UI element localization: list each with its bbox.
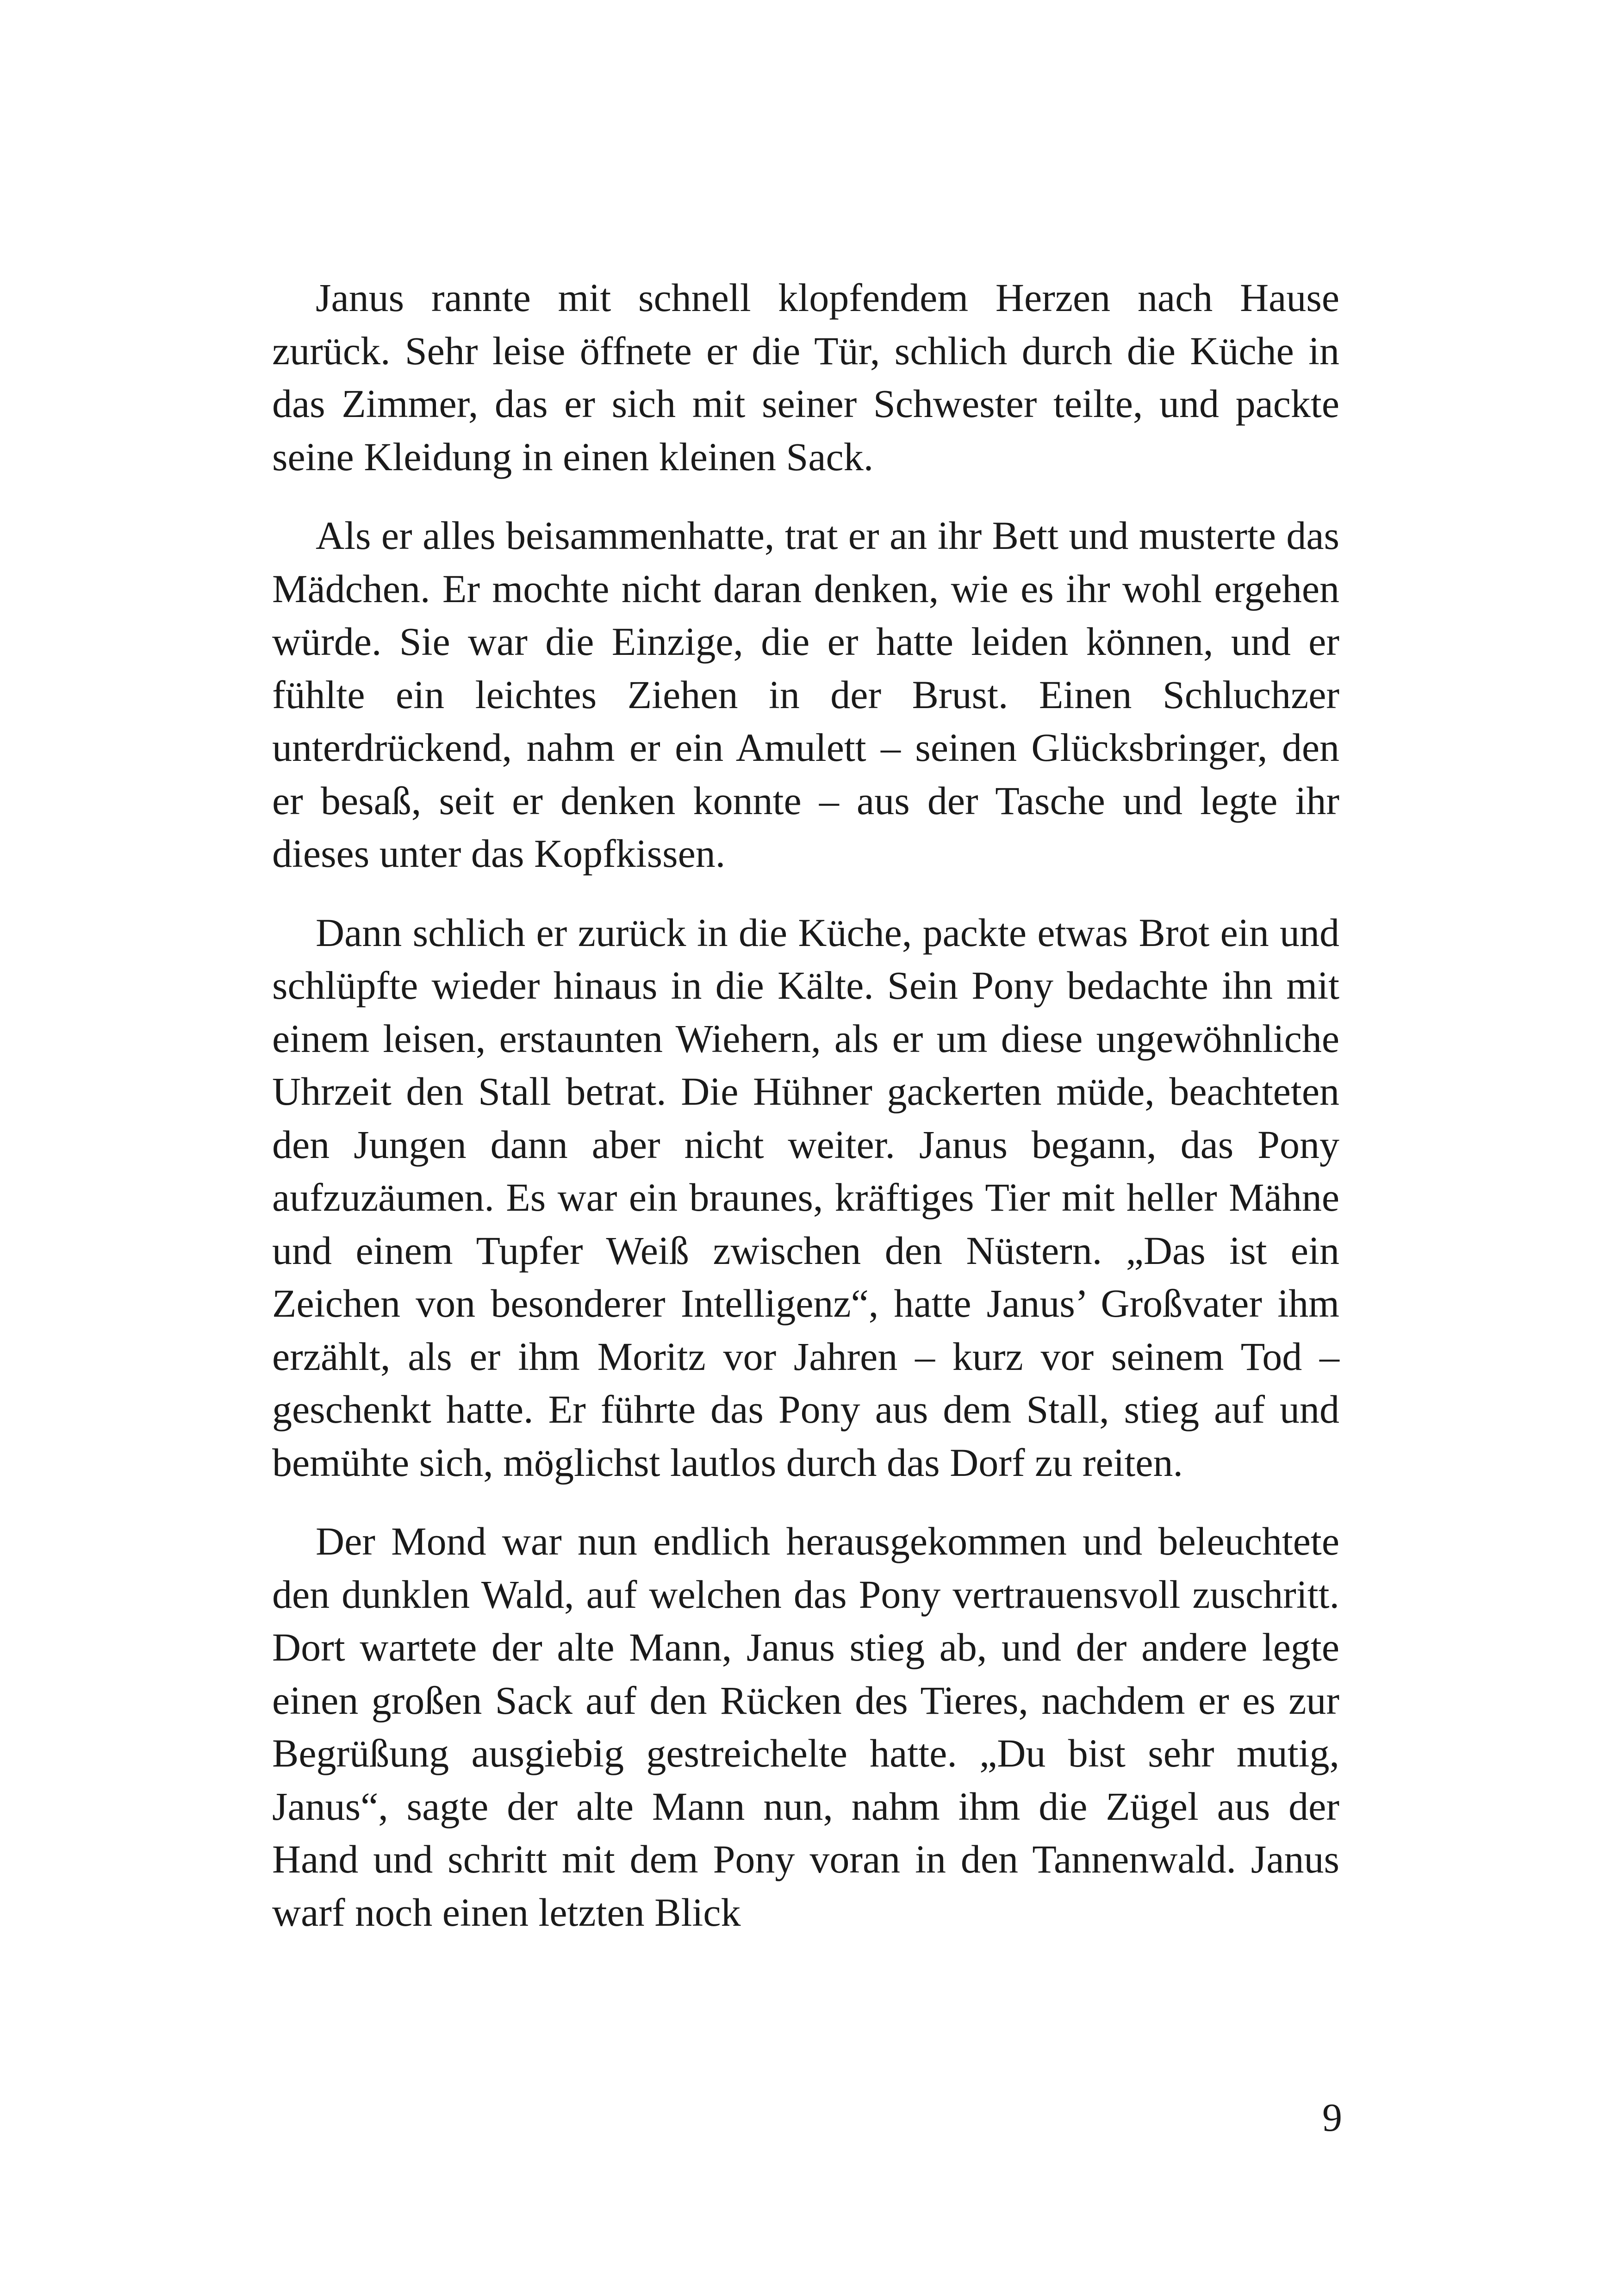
paragraph-2: Als er alles beisammenhatte, trat er an ihr Bett und musterte das Mädchen. Er mochte nicht daran denken, wie es ihr wohl ergehen würde. Sie war die Einzige, die er hatte leiden können, und er fühlte ein leichtes Ziehen in der Brust. Einen Schluchzer unterdrückend, nahm er ein Amulett – seinen Glücksbringer, den er besaß, seit er denken konnte – aus der Tasche und legte ihr dieses unter das Kopfkissen. bbox=[272, 513, 1339, 876]
page-number: 9 bbox=[1322, 2095, 1342, 2140]
body-text bbox=[272, 271, 1339, 1939]
paragraph-1: Janus rannte mit schnell klopfendem Herzen nach Hause zurück. Sehr leise öffnete er die Tür, schlich durch die Küche in das Zimmer, das er sich mit seiner Schwester teilte, und packte seine Kleidung in einen kleinen Sack. bbox=[272, 275, 1339, 479]
paragraph-4: Der Mond war nun endlich herausgekommen und beleuchtete den dunklen Wald, auf welchen das Pony vertrauensvoll zuschritt. Dort wartete der alte Mann, Janus stieg ab, und der andere legte einen großen Sack auf den Rücken des Tieres, nachdem er es zur Begrüßung ausgiebig gestreichelte hatte. „Du bist sehr mutig, Janus“, sagte der alte Mann nun, nahm ihm die Zügel aus der Hand und schritt mit dem Pony voran in den Tannenwald. Janus warf noch einen letzten Blick bbox=[272, 1519, 1339, 1935]
paragraph-3: Dann schlich er zurück in die Küche, packte etwas Brot ein und schlüpfte wieder hinaus in die Kälte. Sein Pony bedachte ihn mit einem leisen, erstaunten Wiehern, als er um diese ungewöhnliche Uhrzeit den Stall betrat. Die Hühner gackerten müde, beachteten den Jungen dann aber nicht weiter. Janus begann, das Pony aufzuzäumen. Es war ein braunes, kräftiges Tier mit heller Mähne und einem Tupfer Weiß zwischen den Nüstern. „Das ist ein Zeichen von besonderer Intelligenz“, hatte Janus’ Großvater ihm erzählt, als er ihm Moritz vor Jahren – kurz vor seinem Tod – geschenkt hatte. Er führte das Pony aus dem Stall, stieg auf und bemühte sich, möglichst lautlos durch das Dorf zu reiten. bbox=[272, 910, 1339, 1485]
